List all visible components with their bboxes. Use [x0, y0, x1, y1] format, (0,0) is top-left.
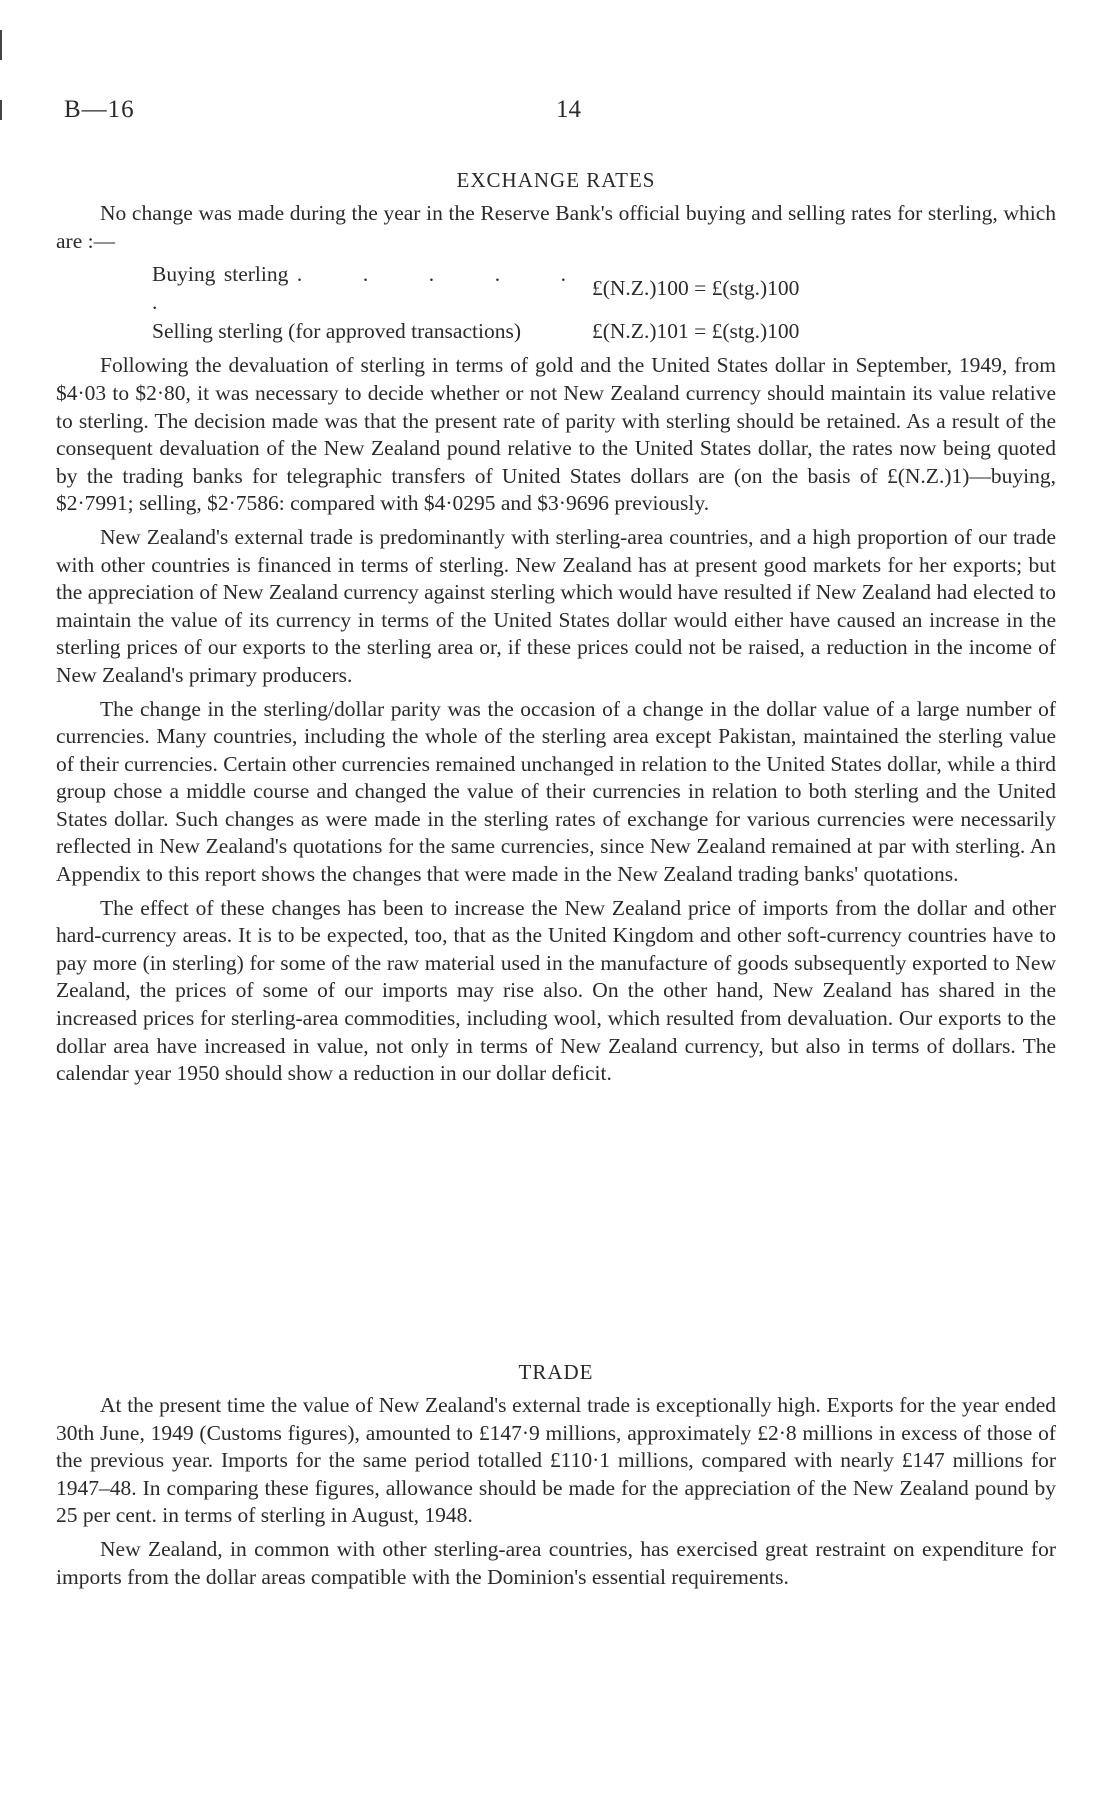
scan-edge-mark	[0, 30, 2, 60]
paragraph-external-trade: New Zealand's external trade is predominantly with sterling-area countries, and a high proportion of our trade with other countries is financed in terms of sterling. New Zealand has at present good markets for her exports; but the appreciation of New Zealand currency against sterling which would have resulted if New Zealand had elected to maintain the value of its currency in terms of the United States dollar would either have caused an increase in the sterling prices of our exports to the sterling area or, if these prices could not be raised, a reduction in the income of New Zealand's primary producers.	[56, 524, 1056, 687]
rate-row-buying	[152, 261, 932, 316]
paragraph-trade-value: At the present time the value of New Zealand's external trade is exceptionally high. Exports for the year ended 30th June, 1949 (Customs figures), amounted to £147·9 millions, approximately £2·8 millions in excess of those of the previous year. Imports for the same period totalled £110·1 millions, compared with nearly £147 millions for 1947–48. In comparing these figures, allowance should be made for the appreciation of the New Zealand pound by 25 per cent. in terms of sterling in August, 1948.	[56, 1393, 1056, 1528]
document-reference: B—16	[64, 96, 135, 123]
page-header	[56, 96, 1056, 130]
trade-section	[56, 1392, 1056, 1597]
document-page	[56, 0, 1056, 1808]
exchange-rates-heading: EXCHANGE RATES	[456, 168, 656, 192]
paragraph-effect-of-changes: The effect of these changes has been to increase the New Zealand price of imports from the dollar and other hard-currency areas. It is to be expected, too, that as the United Kingdom and other soft-currency countries have to pay more (in sterling) for some of the raw material used in the manufacture of goods subsequently exported to New Zealand, the prices of some of our imports may rise also. On the other hand, New Zealand has shared in the increased prices for sterling-area commodities, including wool, which resulted from devaluation. Our exports to the dollar area have increased in value, not only in terms of New Zealand currency, but also in terms of dollars. The calendar year 1950 should show a reduction in our dollar deficit.	[56, 895, 1056, 1086]
rate-value: £(N.Z.)101 = £(stg.)100	[592, 318, 800, 343]
page-number: 14	[556, 96, 581, 123]
paragraph-parity-change: The change in the sterling/dollar parity was the occasion of a change in the dollar value of a large number of currencies. Many countries, including the whole of the sterling area except Pakistan, maintained the sterling value of their currencies. Certain other currencies remained unchanged in relation to the United States dollar, while a third group chose a middle course and changed the value of their currencies in relation to both sterling and the United States dollar. Such changes as were made in the sterling rates of exchange for various currencies were necessarily reflected in New Zealand's quotations for the same currencies, since New Zealand remained at par with sterling. An Appendix to this report shows the changes that were made in the New Zealand trading banks' quotations.	[56, 696, 1056, 887]
rate-row-selling	[152, 316, 932, 346]
scan-edge-mark	[0, 100, 2, 120]
exchange-rates-intro: No change was made during the year in the Reserve Bank's official buying and selling rates for sterling, which are :—	[56, 201, 1056, 253]
rate-value: £(N.Z.)100 = £(stg.)100	[592, 275, 800, 300]
paragraph-dollar-restraint: New Zealand, in common with other sterling-area countries, has exercised great restraint on expenditure for imports from the dollar areas compatible with the Dominion's essential requirements.	[56, 1536, 1056, 1589]
rate-label: Selling sterling (for approved transactions)	[152, 318, 521, 343]
paragraph-devaluation: Following the devaluation of sterling in terms of gold and the United States dollar in September, 1949, from $4·03 to $2·80, it was necessary to decide whether or not New Zealand currency should maintain its value relative to sterling. The decision made was that the present rate of parity with sterling should be retained. As a result of the consequent devaluation of the New Zealand pound relative to the United States dollar, the rates now being quoted by the trading banks for telegraphic transfers of United States dollars are (on the basis of £(N.Z.)1)—buying, $2·7991; selling, $2·7586: compared with $4·0295 and $3·9696 previously.	[56, 353, 1056, 516]
rate-label: Buying sterling	[152, 262, 289, 287]
trade-heading: TRADE	[518, 1360, 594, 1384]
sterling-rates-table	[152, 261, 932, 346]
leader-dots: . . . . . .	[152, 262, 593, 314]
exchange-rates-section	[56, 200, 1056, 1094]
